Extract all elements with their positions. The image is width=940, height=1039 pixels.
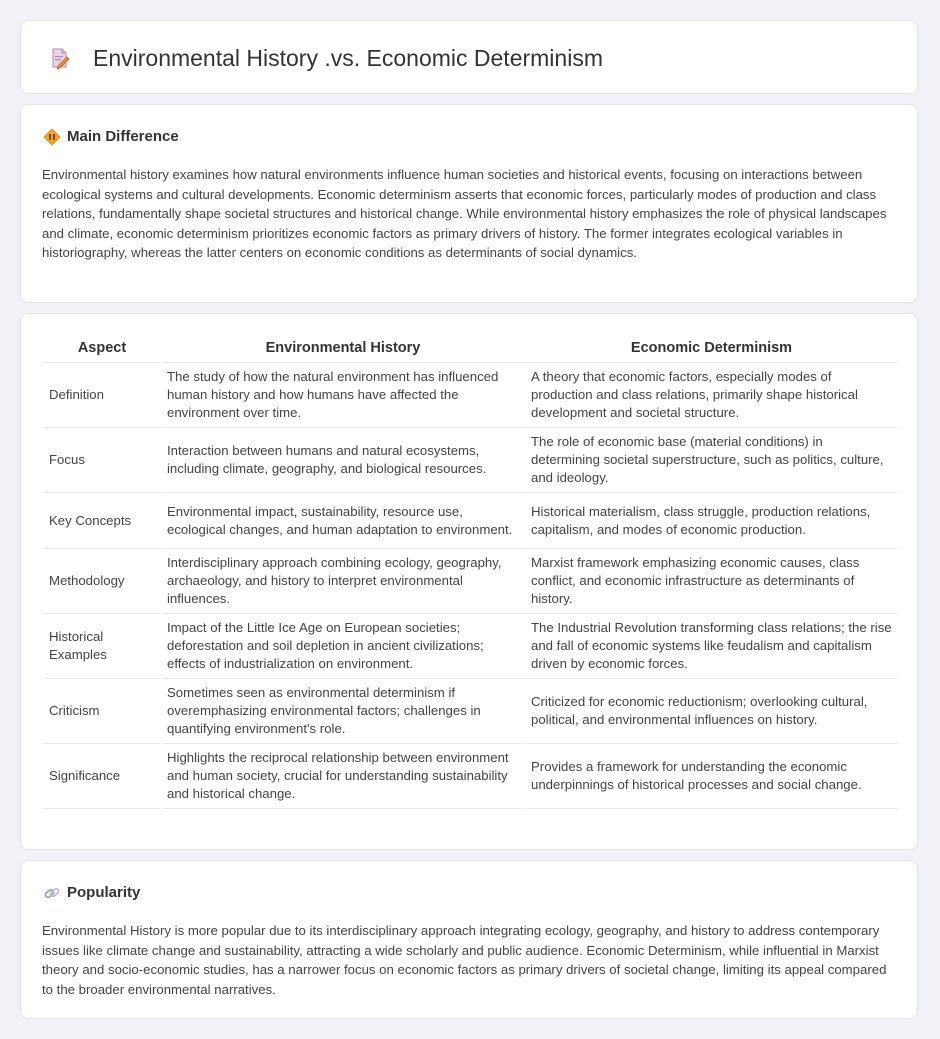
table-row (44, 493, 897, 549)
aspect-cell: Key Concepts (44, 493, 160, 549)
header-card (20, 20, 918, 94)
header-aspect: Aspect (44, 334, 160, 363)
aspect-cell: Focus (44, 428, 160, 493)
table-row (44, 549, 897, 614)
document-edit-icon (49, 47, 71, 69)
main-difference-card (20, 104, 918, 303)
link-icon (43, 884, 61, 902)
aspect-cell: Methodology (44, 549, 160, 614)
environmental-history-cell: Environmental impact, sustainability, resource use, ecological changes, and human adaptation to environment. (162, 493, 524, 549)
main-difference-title: Main Difference (67, 128, 179, 145)
economic-determinism-cell: Marxist framework emphasizing economic causes, class conflict, and economic infrastructure as determinants of history. (526, 549, 897, 614)
popularity-title: Popularity (67, 884, 141, 901)
economic-determinism-cell: Historical materialism, class struggle, production relations, capitalism, and modes of economic production. (526, 493, 897, 549)
aspect-cell: Definition (44, 363, 160, 428)
environmental-history-cell: Interaction between humans and natural ecosystems, including climate, geography, and biological resources. (162, 428, 524, 493)
economic-determinism-cell: A theory that economic factors, especially modes of production and class relations, primarily shape historical development and societal structure. (526, 363, 897, 428)
economic-determinism-cell: The role of economic base (material conditions) in determining societal superstructure, such as politics, culture, and ideology. (526, 428, 897, 493)
aspect-cell: Criticism (44, 679, 160, 744)
environmental-history-cell: Interdisciplinary approach combining ecology, geography, archaeology, and history to interpret environmental influences. (162, 549, 524, 614)
economic-determinism-cell: Provides a framework for understanding the economic underpinnings of historical processes and social change. (526, 744, 897, 809)
aspect-cell: Significance (44, 744, 160, 809)
table-row (44, 428, 897, 493)
environmental-history-cell: Highlights the reciprocal relationship between environment and human society, crucial for understanding sustainability and historical change. (162, 744, 524, 809)
economic-determinism-cell: Criticized for economic reductionism; overlooking cultural, political, and environmental influences on history. (526, 679, 897, 744)
main-difference-header (43, 127, 179, 147)
main-difference-text: Environmental history examines how natural environments influence human societies and historical events, focusing on interactions between ecological systems and cultural developments. Economic determinism asserts that economic forces, particularly modes of production and class relations, fundamentally shape societal structures and historical change. While environmental history emphasizes the role of physical landscapes and climate, economic determinism prioritizes economic factors as primary drivers of history. The former integrates ecological variables in historiography, whereas the latter centers on economic conditions as determinants of social dynamics. (42, 167, 887, 260)
comparison-card (20, 313, 918, 850)
table-row (44, 744, 897, 809)
table-header-row (44, 334, 897, 363)
table-row (44, 614, 897, 679)
table-row (44, 363, 897, 428)
comparison-table (42, 334, 899, 809)
environmental-history-cell: The study of how the natural environment has influenced human history and how humans have affected the environment over time. (162, 363, 524, 428)
table-row (44, 679, 897, 744)
popularity-header (43, 883, 140, 903)
environmental-history-cell: Impact of the Little Ice Age on European societies; deforestation and soil depletion in ancient civilizations; effects of industrialization on environment. (162, 614, 524, 679)
popularity-text: Environmental History is more popular due to its interdisciplinary approach integrating ecology, geography, and history to address contemporary issues like climate change and sustainability, attracting a wide scholarly and public audience. Economic Determinism, while influential in Marxist theory and socio-economic studies, has a narrower focus on economic factors as primary drivers of societal change, limiting its appeal compared to the broader environmental narratives. (42, 923, 887, 997)
popularity-card (20, 860, 918, 1019)
header-economic-determinism: Economic Determinism (526, 334, 897, 363)
diamond-icon (43, 128, 61, 146)
aspect-cell: Historical Examples (44, 614, 160, 679)
page-title: Environmental History .vs. Economic Determinism (93, 45, 603, 71)
economic-determinism-cell: The Industrial Revolution transforming class relations; the rise and fall of economic systems like feudalism and capitalism driven by economic forces. (526, 614, 897, 679)
header-environmental-history: Environmental History (162, 334, 524, 363)
environmental-history-cell: Sometimes seen as environmental determinism if overemphasizing environmental factors; challenges in quantifying environment's role. (162, 679, 524, 744)
